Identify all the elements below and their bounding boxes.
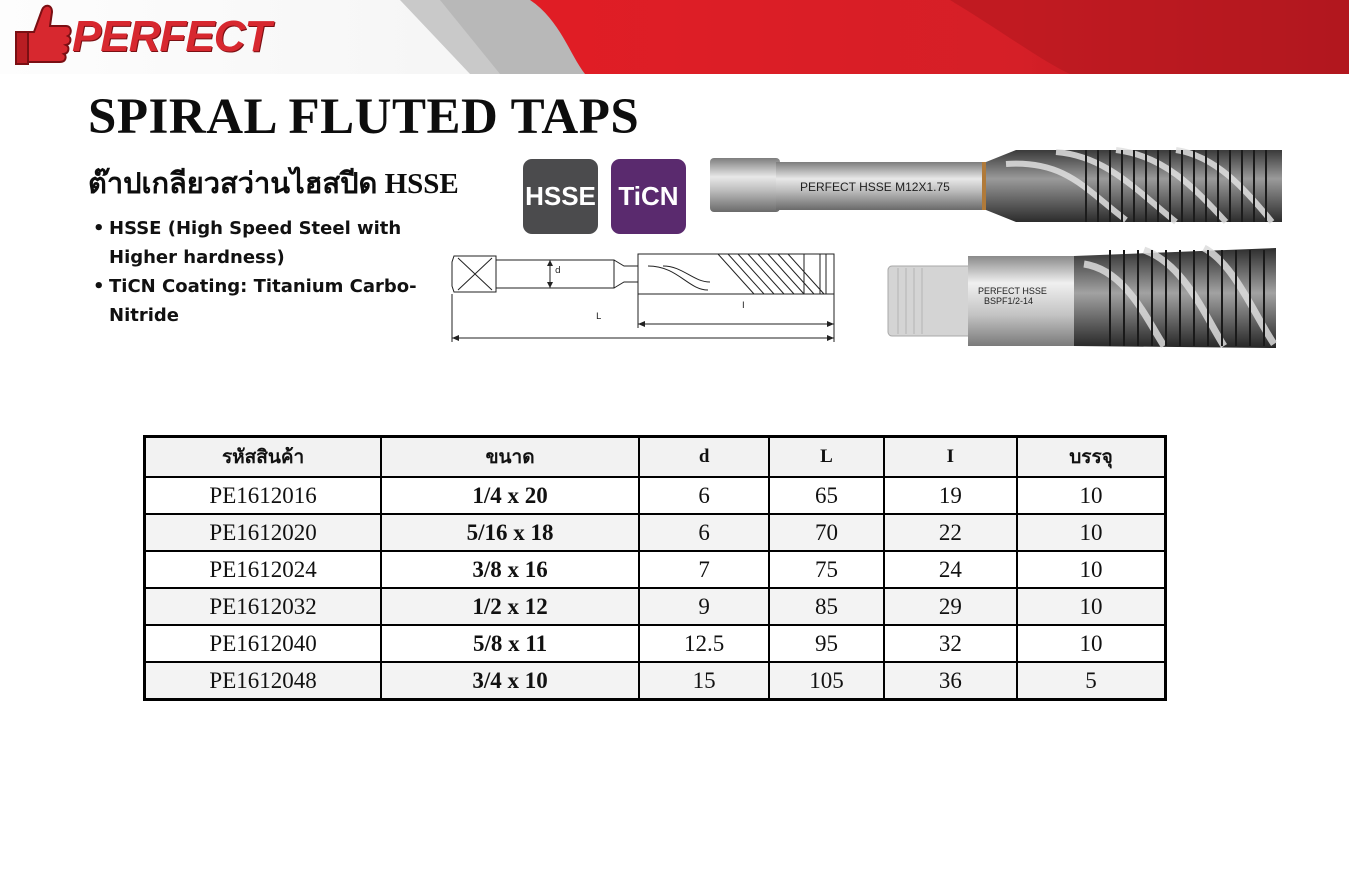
- cell-size: 1/4 x 20: [381, 477, 639, 514]
- table-row: [145, 588, 1166, 625]
- cell-L: 85: [769, 588, 883, 625]
- cell-code: PE1612032: [145, 588, 382, 625]
- page-title: SPIRAL FLUTED TAPS: [88, 89, 640, 145]
- table-row: [145, 625, 1166, 662]
- cell-l: 24: [884, 551, 1017, 588]
- column-header-L: L: [769, 437, 883, 478]
- feature-list: [93, 214, 423, 330]
- brand-name: PERFECT: [72, 12, 271, 61]
- cell-size: 3/8 x 16: [381, 551, 639, 588]
- column-header-pack: บรรจุ: [1017, 437, 1165, 478]
- L-dimension-label: L: [596, 312, 602, 322]
- cell-code: PE1612040: [145, 625, 382, 662]
- cell-l: 29: [884, 588, 1017, 625]
- cell-pack: 10: [1017, 514, 1165, 551]
- brand-logo: [14, 2, 314, 68]
- tap-marking-2-line2: BSPF1/2-14: [984, 296, 1034, 306]
- thumbs-up-icon: [14, 2, 74, 68]
- cell-code: PE1612020: [145, 514, 382, 551]
- tap-dimension-diagram: [448, 246, 840, 346]
- cell-pack: 10: [1017, 477, 1165, 514]
- spiral-tap-photo-2: [884, 244, 1280, 348]
- cell-size: 1/2 x 12: [381, 588, 639, 625]
- column-header-code: รหัสสินค้า: [145, 437, 382, 478]
- cell-L: 70: [769, 514, 883, 551]
- column-header-l: I: [884, 437, 1017, 478]
- cell-l: 22: [884, 514, 1017, 551]
- spec-table: [143, 435, 1167, 701]
- ticn-badge: TiCN: [611, 159, 686, 234]
- cell-code: PE1612048: [145, 662, 382, 700]
- table-header-row: [145, 437, 1166, 478]
- cell-d: 6: [639, 514, 769, 551]
- cell-d: 9: [639, 588, 769, 625]
- cell-size: 3/4 x 10: [381, 662, 639, 700]
- cell-L: 95: [769, 625, 883, 662]
- table-row: [145, 514, 1166, 551]
- header-banner: [0, 0, 1349, 74]
- table-row: [145, 662, 1166, 700]
- feature-item: • HSSE (High Speed Steel with Higher hardness): [93, 214, 423, 272]
- cell-pack: 10: [1017, 625, 1165, 662]
- tap-marking-1: PERFECT HSSE M12X1.75: [800, 180, 950, 194]
- table-row: [145, 551, 1166, 588]
- cell-size: 5/8 x 11: [381, 625, 639, 662]
- cell-d: 6: [639, 477, 769, 514]
- cell-L: 65: [769, 477, 883, 514]
- feature-item: • TiCN Coating: Titanium Carbo-Nitride: [93, 272, 423, 330]
- cell-size: 5/16 x 18: [381, 514, 639, 551]
- cell-L: 75: [769, 551, 883, 588]
- cell-d: 15: [639, 662, 769, 700]
- column-header-size: ขนาด: [381, 437, 639, 478]
- cell-l: 36: [884, 662, 1017, 700]
- page-subtitle: ต๊าปเกลียวสว่านไฮสปีด HSSE: [88, 168, 459, 200]
- cell-l: 32: [884, 625, 1017, 662]
- hsse-badge: HSSE: [523, 159, 598, 234]
- spiral-tap-photo-1: [706, 140, 1284, 232]
- cell-L: 105: [769, 662, 883, 700]
- cell-pack: 10: [1017, 551, 1165, 588]
- cell-d: 12.5: [639, 625, 769, 662]
- l-dimension-label: I: [742, 301, 745, 311]
- column-header-d: d: [639, 437, 769, 478]
- cell-d: 7: [639, 551, 769, 588]
- cell-pack: 10: [1017, 588, 1165, 625]
- cell-pack: 5: [1017, 662, 1165, 700]
- d-dimension-label: d: [555, 266, 561, 276]
- tap-marking-2-line1: PERFECT HSSE: [978, 286, 1047, 296]
- cell-l: 19: [884, 477, 1017, 514]
- table-row: [145, 477, 1166, 514]
- cell-code: PE1612016: [145, 477, 382, 514]
- cell-code: PE1612024: [145, 551, 382, 588]
